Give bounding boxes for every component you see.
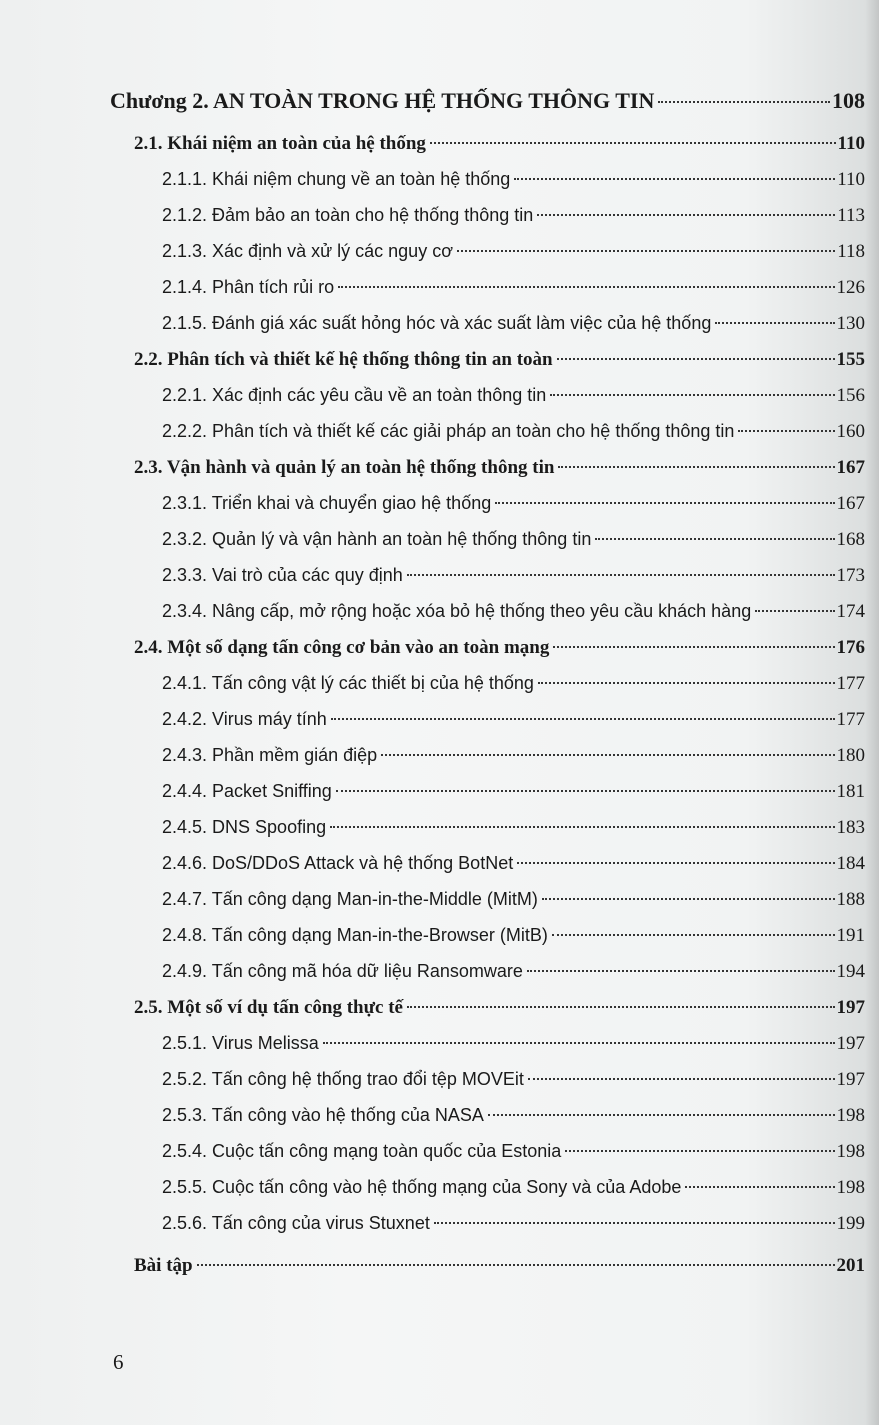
toc-subsection-entry [162,385,865,415]
toc-entry-page: 160 [836,421,865,442]
toc-entry-page: 188 [836,889,865,910]
toc-dot-leader [738,430,834,432]
toc-entry-page: 108 [832,88,865,113]
toc-dot-leader [430,142,836,144]
toc-entry-title: 2.1.3. Xác định và xử lý các nguy cơ [162,241,453,261]
toc-entry-page: 113 [837,205,865,226]
toc-subsection-entry [162,493,865,523]
toc-entry-page: 198 [836,1105,865,1126]
toc-dot-leader [514,178,835,180]
toc-dot-leader [595,538,834,540]
toc-section-entry [134,997,865,1027]
toc-dot-leader [323,1042,835,1044]
toc-section-entry [134,1255,865,1285]
toc-subsection-entry [162,241,865,271]
toc-dot-leader [488,1114,835,1116]
toc-entry-page: 194 [836,961,865,982]
toc-dot-leader [542,898,835,900]
toc-entry-title: 2.5. Một số ví dụ tấn công thực tế [134,997,403,1018]
toc-section-entry [134,637,865,667]
toc-entry-page: 199 [836,1213,865,1234]
toc-subsection-entry [162,277,865,307]
toc-entry-title: 2.1.4. Phân tích rủi ro [162,277,335,297]
toc-entry-page: 197 [836,997,865,1018]
page-number: 6 [113,1350,124,1374]
toc-section-entry [134,457,865,487]
toc-entry-page: 167 [836,457,865,478]
toc-entry-title: 2.4.6. DoS/DDoS Attack và hệ thống BotNet [162,853,514,873]
toc-subsection-entry [162,709,865,739]
toc-entry-title: 2.4.9. Tấn công mã hóa dữ liệu Ransomware [162,961,523,981]
toc-entry-title: 2.1. Khái niệm an toàn của hệ thống [134,133,426,154]
toc-subsection-entry [162,1177,865,1207]
toc-entry-page: 156 [836,385,865,406]
toc-subsection-entry [162,565,865,595]
toc-dot-leader [658,101,830,103]
toc-entry-page: 118 [837,241,865,262]
toc-dot-leader [550,394,834,396]
toc-entry-page: 167 [836,493,865,514]
toc-subsection-entry [162,673,865,703]
toc-entry-title: 2.3.1. Triển khai và chuyển giao hệ thống [162,493,492,513]
toc-subsection-entry [162,1213,865,1243]
toc-entry-title: 2.1.1. Khái niệm chung về an toàn hệ thống [162,169,511,189]
toc-subsection-entry [162,1069,865,1099]
toc-subsection-entry [162,529,865,559]
toc-dot-leader [565,1150,834,1152]
toc-dot-leader [552,934,835,936]
toc-entry-title: 2.5.3. Tấn công vào hệ thống của NASA [162,1105,484,1125]
toc-entry-page: 191 [836,925,865,946]
toc-dot-leader [538,682,835,684]
toc-entry-page: 176 [836,637,865,658]
toc-dot-leader [407,1006,835,1008]
toc-subsection-entry [162,1105,865,1135]
toc-entry-page: 180 [836,745,865,766]
toc-dot-leader [457,250,835,252]
toc-dot-leader [557,358,835,360]
toc-subsection-entry [162,601,865,631]
toc-entry-page: 183 [836,817,865,838]
toc-subsection-entry [162,421,865,451]
toc-entry-title: 2.1.5. Đánh giá xác suất hỏng hóc và xác suất làm việc của hệ thống [162,313,712,333]
toc-entry-page: 174 [836,601,865,622]
toc-subsection-entry [162,313,865,343]
toc-dot-leader [685,1186,834,1188]
toc-entry-title: 2.5.6. Tấn công của virus Stuxnet [162,1213,430,1233]
toc-subsection-entry [162,205,865,235]
toc-entry-page: 155 [836,349,865,370]
toc-entry-page: 177 [836,673,865,694]
toc-entry-page: 184 [836,853,865,874]
toc-entry-title: Bài tập [134,1255,193,1276]
toc-chapter-entry [110,88,865,118]
toc-entry-title: 2.4.1. Tấn công vật lý các thiết bị của hệ thống [162,673,534,693]
toc-entry-title: 2.4. Một số dạng tấn công cơ bản vào an toàn mạng [134,637,550,658]
toc-dot-leader [407,574,835,576]
page-edge-shadow [865,0,879,1425]
toc-entry-title: 2.1.2. Đảm bảo an toàn cho hệ thống thông tin [162,205,534,225]
toc-dot-leader [715,322,834,324]
toc-entry-title: Chương 2. AN TOÀN TRONG HỆ THỐNG THÔNG TIN [110,88,655,113]
toc-dot-leader [336,790,835,792]
toc-dot-leader [755,610,834,612]
toc-entry-title: 2.4.8. Tấn công dạng Man-in-the-Browser (MitB) [162,925,548,945]
toc-entry-page: 110 [837,133,865,154]
toc-entry-page: 110 [837,169,865,190]
toc-entry-page: 126 [836,277,865,298]
toc-entry-title: 2.3.4. Nâng cấp, mở rộng hoặc xóa bỏ hệ thống theo yêu cầu khách hàng [162,601,752,621]
toc-subsection-entry [162,169,865,199]
toc-entry-title: 2.5.4. Cuộc tấn công mạng toàn quốc của Estonia [162,1141,562,1161]
toc-entry-page: 197 [836,1033,865,1054]
toc-dot-leader [517,862,834,864]
toc-entry-title: 2.3.2. Quản lý và vận hành an toàn hệ thống thông tin [162,529,592,549]
toc-dot-leader [331,718,835,720]
toc-entry-page: 173 [836,565,865,586]
toc-entry-page: 130 [836,313,865,334]
toc-subsection-entry [162,781,865,811]
toc-entry-title: 2.5.2. Tấn công hệ thống trao đổi tệp MOVEit [162,1069,524,1089]
toc-dot-leader [330,826,834,828]
toc-subsection-entry [162,745,865,775]
toc-entry-page: 181 [836,781,865,802]
toc-entry-title: 2.4.5. DNS Spoofing [162,817,327,837]
toc-entry-title: 2.2.1. Xác định các yêu cầu về an toàn thông tin [162,385,547,405]
toc-entry-title: 2.4.3. Phần mềm gián điệp [162,745,378,765]
toc-dot-leader [553,646,834,648]
toc-entry-page: 198 [836,1141,865,1162]
toc-entry-title: 2.3.3. Vai trò của các quy định [162,565,403,585]
toc-dot-leader [495,502,834,504]
toc-section-entry [134,133,865,163]
toc-dot-leader [381,754,834,756]
toc-subsection-entry [162,1141,865,1171]
toc-dot-leader [528,1078,835,1080]
toc-dot-leader [338,286,834,288]
toc-subsection-entry [162,853,865,883]
toc-dot-leader [434,1222,835,1224]
toc-entry-title: 2.5.1. Virus Melissa [162,1033,319,1053]
toc-entry-title: 2.4.2. Virus máy tính [162,709,327,729]
toc-entry-title: 2.2. Phân tích và thiết kế hệ thống thông tin an toàn [134,349,553,370]
toc-entry-title: 2.2.2. Phân tích và thiết kế các giải pháp an toàn cho hệ thống thông tin [162,421,735,441]
toc-entry-title: 2.4.7. Tấn công dạng Man-in-the-Middle (MitM) [162,889,538,909]
toc-entry-title: 2.5.5. Cuộc tấn công vào hệ thống mạng của Sony và của Adobe [162,1177,682,1197]
toc-dot-leader [558,466,834,468]
toc-dot-leader [197,1264,835,1266]
toc-subsection-entry [162,961,865,991]
toc-entry-page: 198 [836,1177,865,1198]
toc-dot-leader [527,970,835,972]
toc-entry-title: 2.3. Vận hành và quản lý an toàn hệ thống thông tin [134,457,555,478]
toc-dot-leader [537,214,835,216]
toc-subsection-entry [162,925,865,955]
toc-entry-page: 201 [836,1255,865,1276]
toc-subsection-entry [162,889,865,919]
toc-section-entry [134,349,865,379]
toc-subsection-entry [162,817,865,847]
toc-entry-page: 197 [836,1069,865,1090]
toc-entry-page: 177 [836,709,865,730]
toc-entry-page: 168 [836,529,865,550]
toc-subsection-entry [162,1033,865,1063]
toc-entry-title: 2.4.4. Packet Sniffing [162,781,332,801]
